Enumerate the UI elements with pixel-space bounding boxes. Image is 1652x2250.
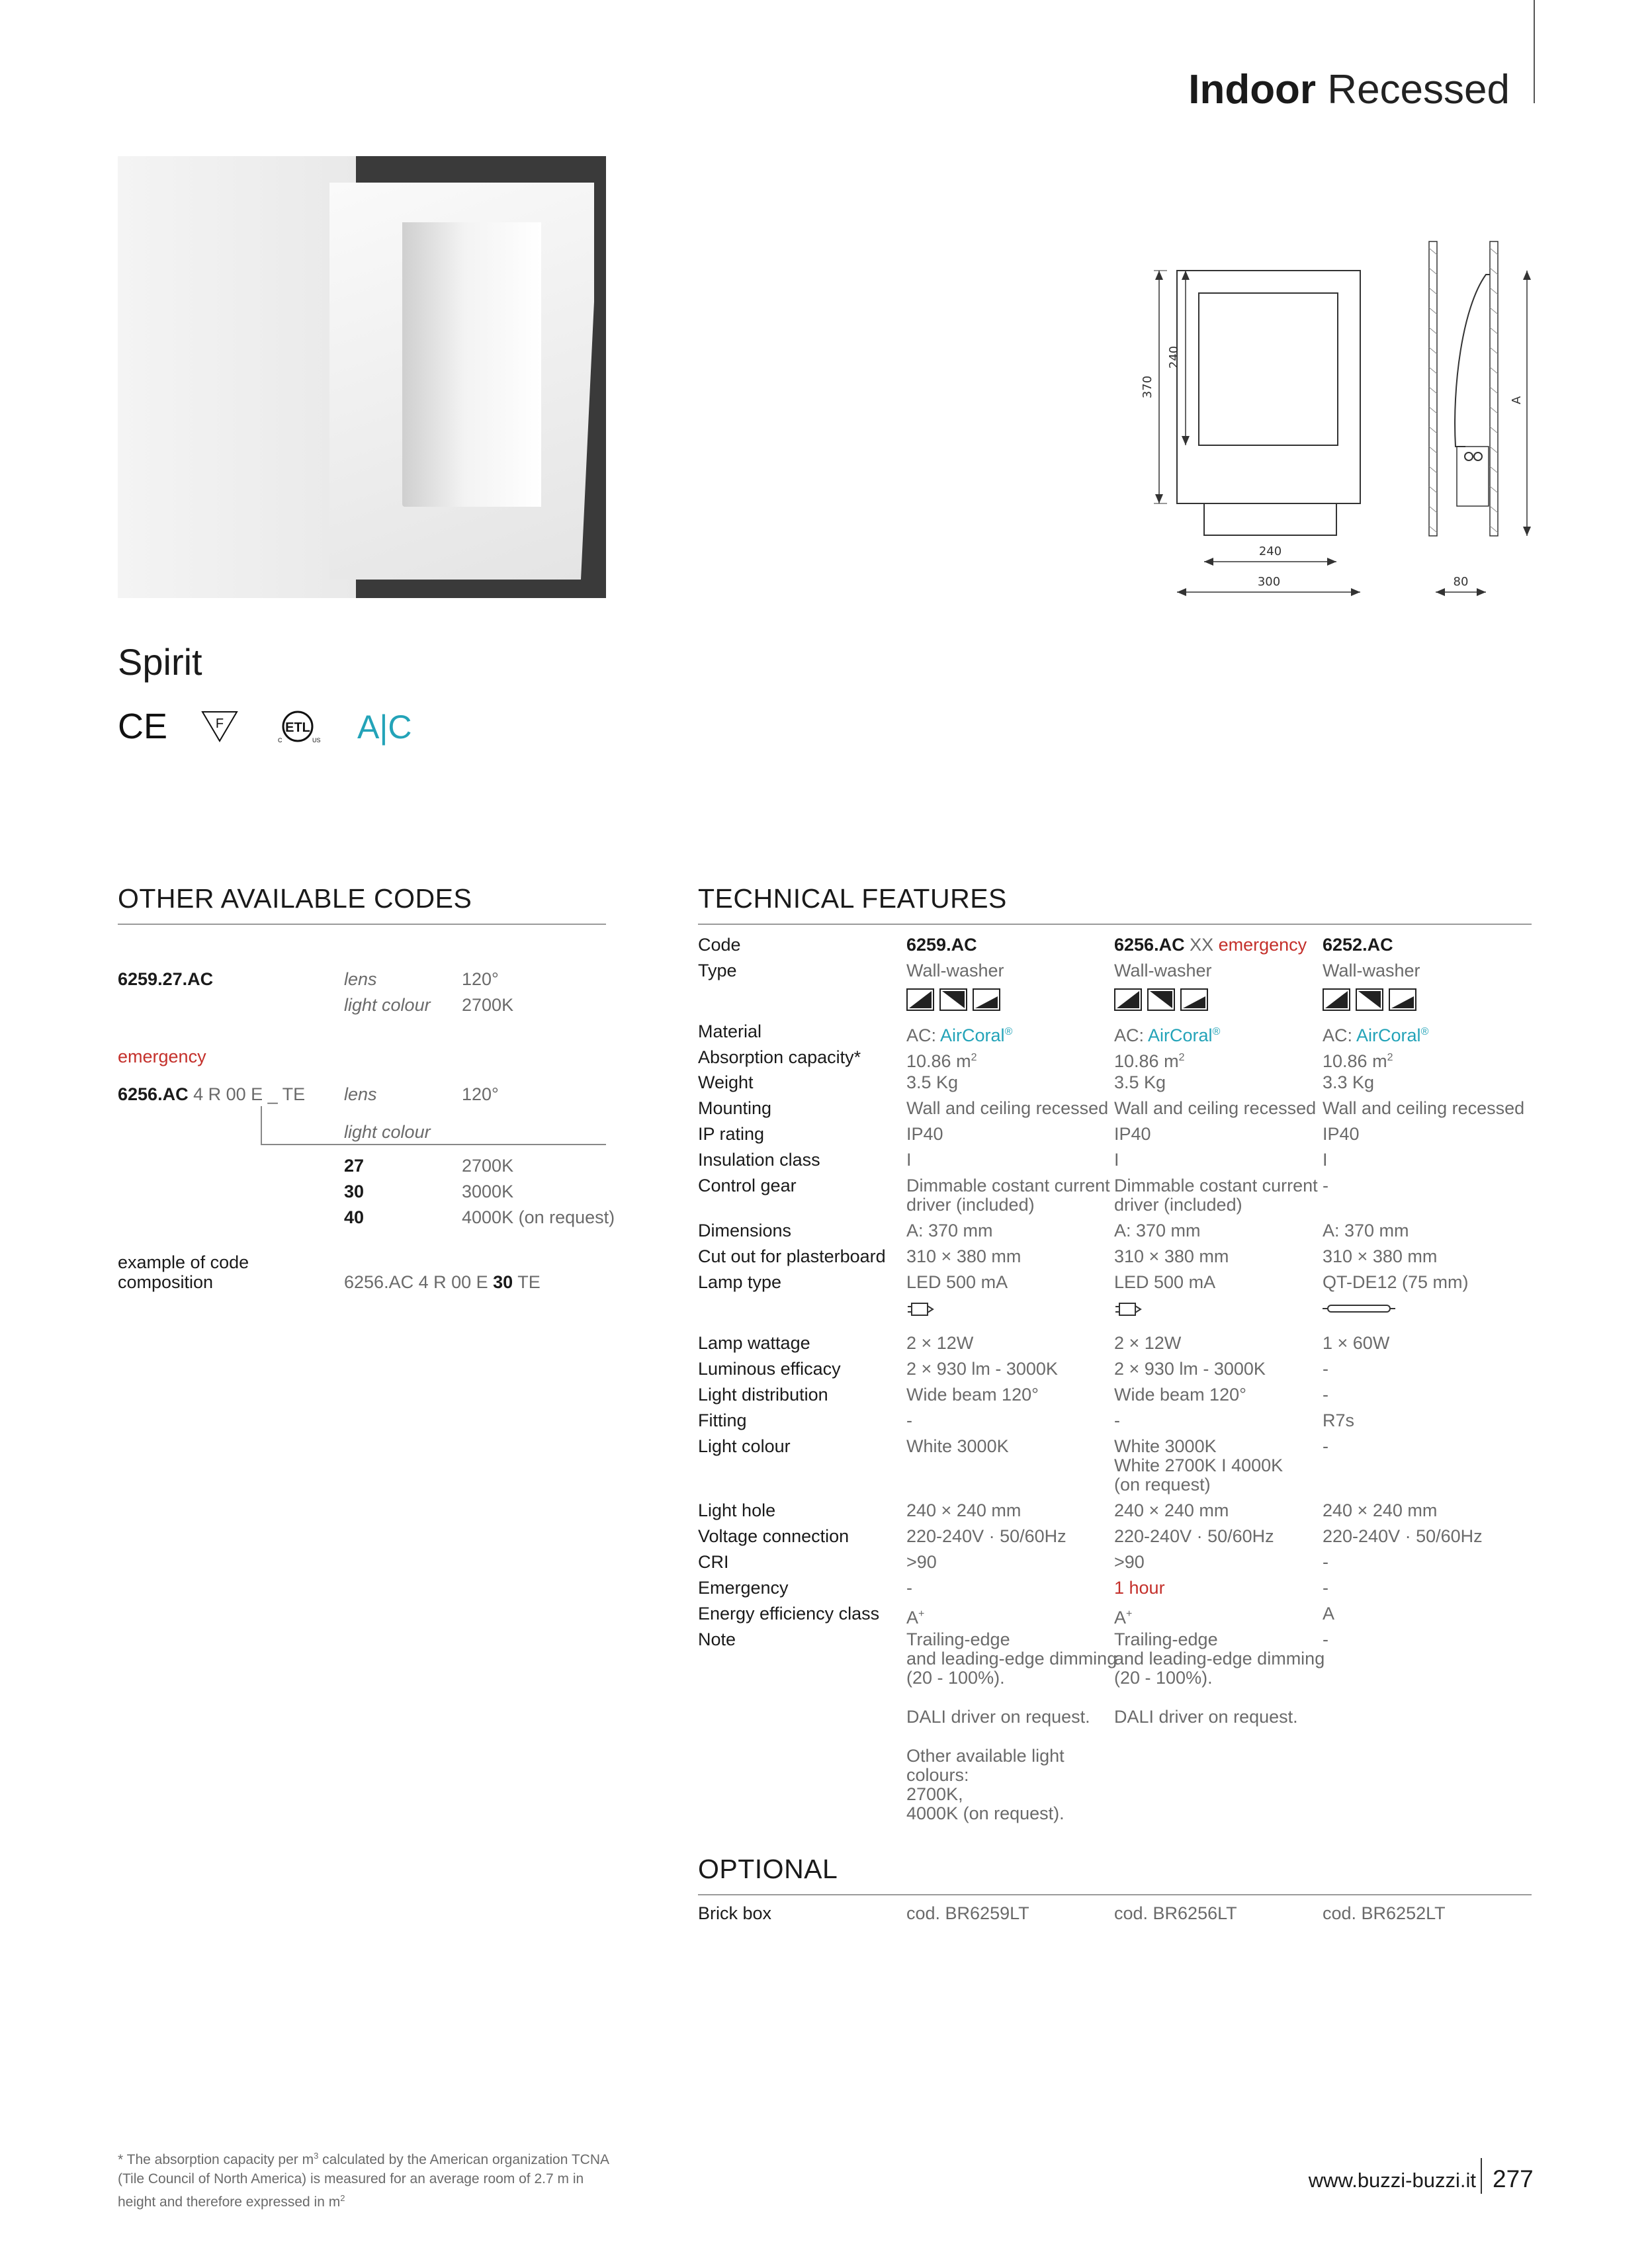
code2-lens-value: 120°: [462, 1084, 499, 1104]
control-gear-label: Control gear: [698, 1176, 797, 1195]
svg-text:ETL: ETL: [285, 720, 310, 735]
lamp-type-col2: LED 500 mA: [1114, 1272, 1216, 1292]
insulation-label: Insulation class: [698, 1150, 820, 1170]
led-module-icon: [1114, 1301, 1143, 1318]
ip-rating-label: IP rating: [698, 1124, 765, 1144]
front-bottom-tab: [1204, 503, 1336, 535]
svg-text:A|C: A|C: [357, 709, 412, 746]
weight-col3: 3.3 Kg: [1323, 1072, 1375, 1092]
colour-option-code: 30: [344, 1182, 365, 1201]
technical-features-title: TECHNICAL FEATURES: [698, 883, 1007, 914]
code2-colour-label: light colour: [344, 1122, 431, 1142]
material-col3: AC: AirCoral®: [1323, 1025, 1429, 1045]
code1: 6259.27.AC: [118, 969, 214, 989]
control-gear-col1-line2: driver (included): [906, 1195, 1035, 1215]
control-gear-col2-line2: driver (included): [1114, 1195, 1242, 1215]
photo-wall: [118, 156, 356, 598]
website-link[interactable]: www.buzzi-buzzi.it: [1308, 2169, 1476, 2192]
ip-rating-col2: IP40: [1114, 1124, 1151, 1144]
light-colour-col2-line2: White 2700K I 4000K: [1114, 1455, 1283, 1475]
example-label-line2: composition: [118, 1272, 214, 1292]
emergency-col3: -: [1323, 1578, 1328, 1598]
dimensions-col2: A: 370 mm: [1114, 1221, 1201, 1240]
colour-option-code: 40: [344, 1207, 365, 1227]
fitting-col1: -: [906, 1410, 912, 1430]
light-colour-col3: -: [1323, 1436, 1328, 1456]
note-col1-line5: Other available light: [906, 1746, 1065, 1766]
note-col2-line2: and leading-edge dimming: [1114, 1649, 1325, 1668]
linear-halogen-lamp-icon: [1323, 1302, 1395, 1315]
note-col2-line4: DALI driver on request.: [1114, 1707, 1298, 1727]
type-col1: Wall-washer: [906, 961, 1004, 980]
cri-label: CRI: [698, 1552, 729, 1572]
svg-text:C: C: [278, 737, 283, 744]
code2-connector-horizontal: [261, 1144, 606, 1145]
header-rule: [1534, 0, 1535, 103]
mounting-col3: Wall and ceiling recessed: [1323, 1098, 1525, 1118]
colour-option-code: 27: [344, 1156, 365, 1176]
brick-box-col2: cod. BR6256LT: [1114, 1903, 1237, 1923]
cri-col1: >90: [906, 1552, 937, 1572]
code2-connector-vertical: [261, 1106, 262, 1145]
energy-class-col1: A+: [906, 1608, 925, 1627]
mounting-type-icons: [1114, 988, 1213, 1011]
code2-suffix: 4 R 00 E _ TE: [188, 1084, 306, 1104]
type-label: Type: [698, 961, 737, 980]
cutout-col3: 310 × 380 mm: [1323, 1246, 1438, 1266]
page-number-rule: [1481, 2158, 1482, 2194]
note-col1-line6: colours:: [906, 1765, 969, 1785]
emergency-col1: -: [906, 1578, 912, 1598]
example-code-colour: 30: [493, 1272, 513, 1292]
dimensions-label: Dimensions: [698, 1221, 792, 1240]
code2-lens-label: lens: [344, 1084, 377, 1104]
light-hole-col3: 240 × 240 mm: [1323, 1500, 1438, 1520]
control-gear-col3: -: [1323, 1176, 1328, 1195]
weight-col1: 3.5 Kg: [906, 1072, 959, 1092]
other-codes-title: OTHER AVAILABLE CODES: [118, 883, 472, 914]
material-col1: AC: AirCoral®: [906, 1025, 1013, 1045]
efficacy-col3: -: [1323, 1359, 1328, 1379]
note-col1-line1: Trailing-edge: [906, 1629, 1010, 1649]
note-col1-line2: and leading-edge dimming: [906, 1649, 1117, 1668]
technical-features-rule: [698, 924, 1532, 925]
code2-base: 6256.AC: [118, 1084, 189, 1104]
dim-240-vertical-label: 240: [1167, 345, 1181, 369]
example-code-prefix: 6256.AC 4 R 00 E: [344, 1272, 494, 1292]
cri-col3: -: [1323, 1552, 1328, 1572]
svg-text:F: F: [215, 716, 224, 731]
cutout-label: Cut out for plasterboard: [698, 1246, 886, 1266]
code1-colour-label: light colour: [344, 995, 431, 1015]
wattage-col2: 2 × 12W: [1114, 1333, 1182, 1353]
distribution-col1: Wide beam 120°: [906, 1385, 1039, 1405]
ip-rating-col3: IP40: [1323, 1124, 1360, 1144]
mounting-col1: Wall and ceiling recessed: [906, 1098, 1109, 1118]
insulation-col2: I: [1114, 1150, 1119, 1170]
dim-300-label: 300: [1257, 575, 1281, 589]
light-hole-label: Light hole: [698, 1500, 776, 1520]
front-outer-frame: [1177, 271, 1360, 503]
absorption-col2: 10.86 $m^2$: [1114, 1051, 1185, 1071]
page-number: 277: [1493, 2165, 1534, 2192]
control-gear-col2-line1: Dimmable costant current: [1114, 1176, 1318, 1195]
code1-lens-label: lens: [344, 969, 377, 989]
fitting-label: Fitting: [698, 1410, 747, 1430]
col2-code-xx: XX: [1184, 935, 1219, 955]
voltage-col2: 220-240V · 50/60Hz: [1114, 1526, 1274, 1546]
energy-class-col3: A: [1323, 1604, 1335, 1623]
optional-title: OPTIONAL: [698, 1854, 838, 1884]
fitting-col2: -: [1114, 1410, 1120, 1430]
light-colour-col2-line3: (on request): [1114, 1475, 1211, 1494]
lamp-type-col1: LED 500 mA: [906, 1272, 1008, 1292]
light-hole-col2: 240 × 240 mm: [1114, 1500, 1229, 1520]
page-title-light: Recessed: [1327, 67, 1510, 112]
energy-class-label: Energy efficiency class: [698, 1604, 880, 1623]
brick-box-col3: cod. BR6252LT: [1323, 1903, 1446, 1923]
code2: [118, 1085, 305, 1104]
example-code: [344, 1273, 541, 1292]
weight-label: Weight: [698, 1072, 754, 1092]
wattage-col1: 2 × 12W: [906, 1333, 974, 1353]
type-col2: Wall-washer: [1114, 961, 1212, 980]
material-label: Material: [698, 1021, 762, 1041]
absorption-col1: 10.86 $m^2$: [906, 1051, 977, 1071]
absorption-col3: 10.86 $m^2$: [1323, 1051, 1393, 1071]
col3-code: 6252.AC: [1323, 935, 1393, 955]
col2-code-base: 6256.AC: [1114, 935, 1185, 955]
cutout-col2: 310 × 380 mm: [1114, 1246, 1229, 1266]
light-colour-col2-line1: White 3000K: [1114, 1436, 1217, 1456]
emergency-label: emergency: [118, 1047, 206, 1066]
emergency-row-label: Emergency: [698, 1578, 789, 1598]
note-col2-line1: Trailing-edge: [1114, 1629, 1218, 1649]
energy-class-col2: A+: [1114, 1608, 1133, 1627]
example-label-line1: example of code: [118, 1252, 249, 1272]
light-colour-label: Light colour: [698, 1436, 791, 1456]
page-title: [1188, 64, 1510, 116]
distribution-col2: Wide beam 120°: [1114, 1385, 1246, 1405]
svg-text:US: US: [312, 737, 321, 744]
product-photo: [118, 156, 606, 598]
type-col3: Wall-washer: [1323, 961, 1420, 980]
dim-370-label: 370: [1141, 375, 1154, 399]
colour-option-value: 4000K (on request): [462, 1207, 615, 1227]
efficacy-col2: 2 × 930 lm - 3000K: [1114, 1359, 1266, 1379]
note-col1-line3: (20 - 100%).: [906, 1668, 1005, 1688]
insulation-col1: I: [906, 1150, 912, 1170]
insulation-col3: I: [1323, 1150, 1328, 1170]
note-col2-line3: (20 - 100%).: [1114, 1668, 1213, 1688]
product-name: Spirit: [118, 641, 202, 683]
control-gear-col1-line1: Dimmable costant current: [906, 1176, 1110, 1195]
example-code-suffix: TE: [513, 1272, 541, 1292]
ce-mark-icon: CE: [118, 707, 168, 746]
emergency-col2: 1 hour: [1114, 1578, 1165, 1598]
other-codes-rule: [118, 924, 606, 925]
weight-col2: 3.5 Kg: [1114, 1072, 1166, 1092]
voltage-label: Voltage connection: [698, 1526, 849, 1546]
col2-code-emergency: emergency: [1218, 935, 1307, 955]
absorption-label: Absorption capacity*: [698, 1047, 861, 1067]
voltage-col1: 220-240V · 50/60Hz: [906, 1526, 1066, 1546]
fitting-col3: R7s: [1323, 1410, 1355, 1430]
lamp-type-col3: QT-DE12 (75 mm): [1323, 1272, 1469, 1292]
code1-colour-value: 2700K: [462, 995, 514, 1015]
dimensions-col3: A: 370 mm: [1323, 1221, 1409, 1240]
f-mark-icon: [202, 712, 237, 741]
col1-code: 6259.AC: [906, 935, 977, 955]
colour-option-value: 2700K: [462, 1156, 514, 1176]
etl-listed-icon: [278, 712, 321, 744]
note-col1-line7: 2700K,: [906, 1784, 963, 1804]
front-light-hole: [1199, 293, 1338, 445]
voltage-col3: 220-240V · 50/60Hz: [1323, 1526, 1483, 1546]
note-label: Note: [698, 1629, 736, 1649]
technical-drawing: [1085, 235, 1548, 605]
ip-rating-col1: IP40: [906, 1124, 943, 1144]
aircoral-logo-icon: [357, 709, 412, 746]
mounting-type-icons: [906, 988, 1006, 1011]
footnote: [118, 2146, 621, 2212]
lamp-type-label: Lamp type: [698, 1272, 782, 1292]
page-title-bold: Indoor: [1188, 67, 1317, 112]
brick-box-col1: cod. BR6259LT: [906, 1903, 1029, 1923]
mounting-label: Mounting: [698, 1098, 772, 1118]
colour-option-value: 3000K: [462, 1182, 514, 1201]
footnote-line1: * The absorption capacity per $m^3$ calculated by the American organization TCNA: [118, 2151, 610, 2167]
cri-col2: >90: [1114, 1552, 1145, 1572]
footnote-line3: height and therefore expressed in $m^2$: [118, 2193, 345, 2210]
material-col2: AC: AirCoral®: [1114, 1025, 1221, 1045]
dim-a-label: A: [1510, 396, 1524, 405]
note-col1-line4: DALI driver on request.: [906, 1707, 1090, 1727]
dim-80-label: 80: [1453, 575, 1469, 589]
light-colour-col1: White 3000K: [906, 1436, 1009, 1456]
optional-rule: [698, 1894, 1532, 1895]
light-hole-col1: 240 × 240 mm: [906, 1500, 1022, 1520]
code1-lens-value: 120°: [462, 969, 499, 989]
dimensions-col1: A: 370 mm: [906, 1221, 993, 1240]
efficacy-col1: 2 × 930 lm - 3000K: [906, 1359, 1058, 1379]
brick-box-label: Brick box: [698, 1903, 772, 1923]
footnote-line2: (Tile Council of North America) is measured for an average room of 2.7 m in: [118, 2171, 584, 2186]
wattage-col3: 1 × 60W: [1323, 1333, 1390, 1353]
note-col1-line8: 4000K (on request).: [906, 1803, 1065, 1823]
mounting-type-icons: [1323, 988, 1422, 1011]
col2-code: [1114, 935, 1307, 955]
wattage-label: Lamp wattage: [698, 1333, 810, 1353]
photo-fixture-niche: [402, 222, 541, 507]
led-module-icon: [906, 1301, 935, 1318]
efficacy-label: Luminous efficacy: [698, 1359, 841, 1379]
distribution-col3: -: [1323, 1385, 1328, 1405]
certification-logos: [118, 707, 415, 746]
code-row-label: Code: [698, 935, 741, 955]
dim-240-horizontal-label: 240: [1258, 544, 1282, 558]
mounting-col2: Wall and ceiling recessed: [1114, 1098, 1317, 1118]
cutout-col1: 310 × 380 mm: [906, 1246, 1022, 1266]
note-col3: -: [1323, 1629, 1328, 1649]
distribution-label: Light distribution: [698, 1385, 828, 1405]
